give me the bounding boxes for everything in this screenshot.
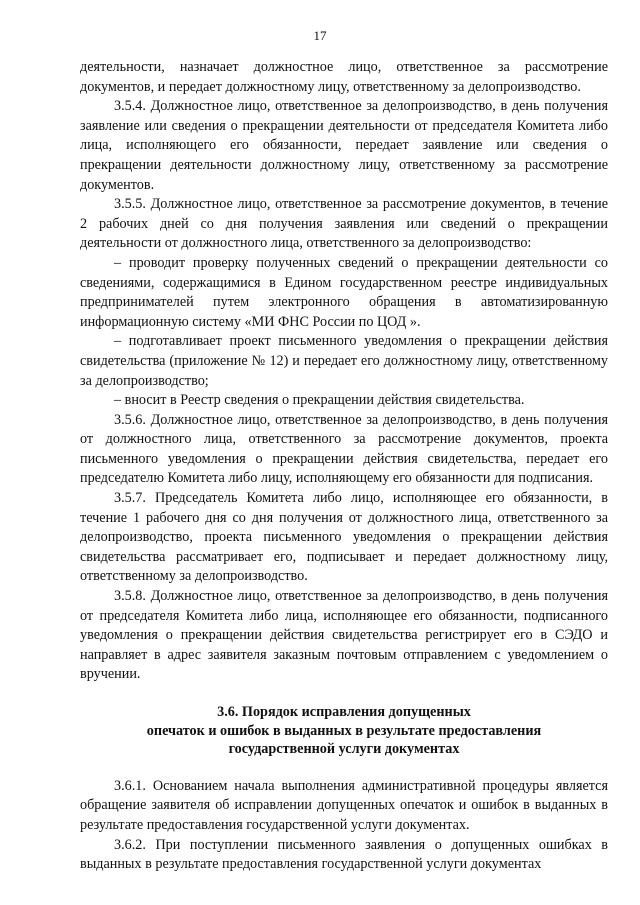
paragraph-3-5-4: 3.5.4. Должностное лицо, ответственное за делопроизводство, в день получения заявление или сведения о прекращении деятельности от председателя Комитета либо лица, исполняющего его обязанности, передает заявление или сведения о прекращении деятельности должностному лицу, ответственному за рассмотрение документов. xyxy=(80,98,608,193)
page-number: 17 xyxy=(313,28,327,43)
paragraph-3-6-2: 3.6.2. При поступлении письменного заявления о допущенных ошибках в выданных в результате предоставления государственной услуги документах xyxy=(80,836,608,873)
list-item-register: – вносит в Реестр сведения о прекращении действия свидетельства. xyxy=(114,392,525,409)
list-item-prepare: – подготавливает проект письменного уведомления о прекращении действия свидетельства (приложение № 12) и передает его должностному лицу, ответственному за делопроизводство; xyxy=(80,333,608,389)
paragraph-3-5-6: 3.5.6. Должностное лицо, ответственное за делопроизводство, в день получения от должностного лица, ответственного за рассмотрение документов, проекта письменного уведомления о прекращении действия свидетельства, передает его председателю Комитета либо лицу, исполняющему его обязанности для подписания. xyxy=(80,411,608,487)
paragraph-3-5-8: 3.5.8. Должностное лицо, ответственное за делопроизводство, в день получения от председателя Комитета либо лица, исполняющее его обязанности, подписанного уведомления о прекращении действия свидетельства регистрирует его в СЭДО и направляет в адрес заявителя заказным почтовым отправлением с уведомлением о вручении. xyxy=(80,588,608,683)
paragraph-3-5-7: 3.5.7. Председатель Комитета либо лицо, исполняющее его обязанности, в течение 1 рабочего дня со дня получения от должностного лица, ответственного за делопроизводство, проекта письменного уведомления о прекращении действия свидетельства рассматривает его, подписывает и передает должностному лицу, ответственному за делопроизводство. xyxy=(80,490,608,585)
section-heading-line: 3.6. Порядок исправления допущенных xyxy=(217,704,471,720)
section-heading-line: государственной услуги документах xyxy=(228,741,460,758)
section-heading-3-6 xyxy=(80,703,608,759)
list-item-check: – проводит проверку полученных сведений о прекращении деятельности со сведениями, содержащимися в Едином государственном реестре индивидуальных предпринимателей путем электронного обращения в автоматизированную информационную систему «МИ ФНС России по ЦОД ». xyxy=(80,254,608,330)
paragraph-3-5-5: 3.5.5. Должностное лицо, ответственное за рассмотрение документов, в течение 2 рабочих дней со дня получения заявления или сведений о прекращении деятельности от должностного лица, ответственного за делопроизводство: xyxy=(80,196,608,252)
document-body xyxy=(80,58,608,875)
section-heading-line: опечаток и ошибок в выданных в результате предоставления xyxy=(146,722,542,739)
paragraph-continuation: деятельности, назначает должностное лицо, ответственное за рассмотрение документов, и передает должностному лицу, ответственному за делопроизводство. xyxy=(80,59,608,95)
paragraph-3-6-1: 3.6.1. Основанием начала выполнения административной процедуры является обращение заявителя об исправлении допущенных опечаток и ошибок в выданных в результате предоставления государственной услуги документах. xyxy=(80,777,608,833)
